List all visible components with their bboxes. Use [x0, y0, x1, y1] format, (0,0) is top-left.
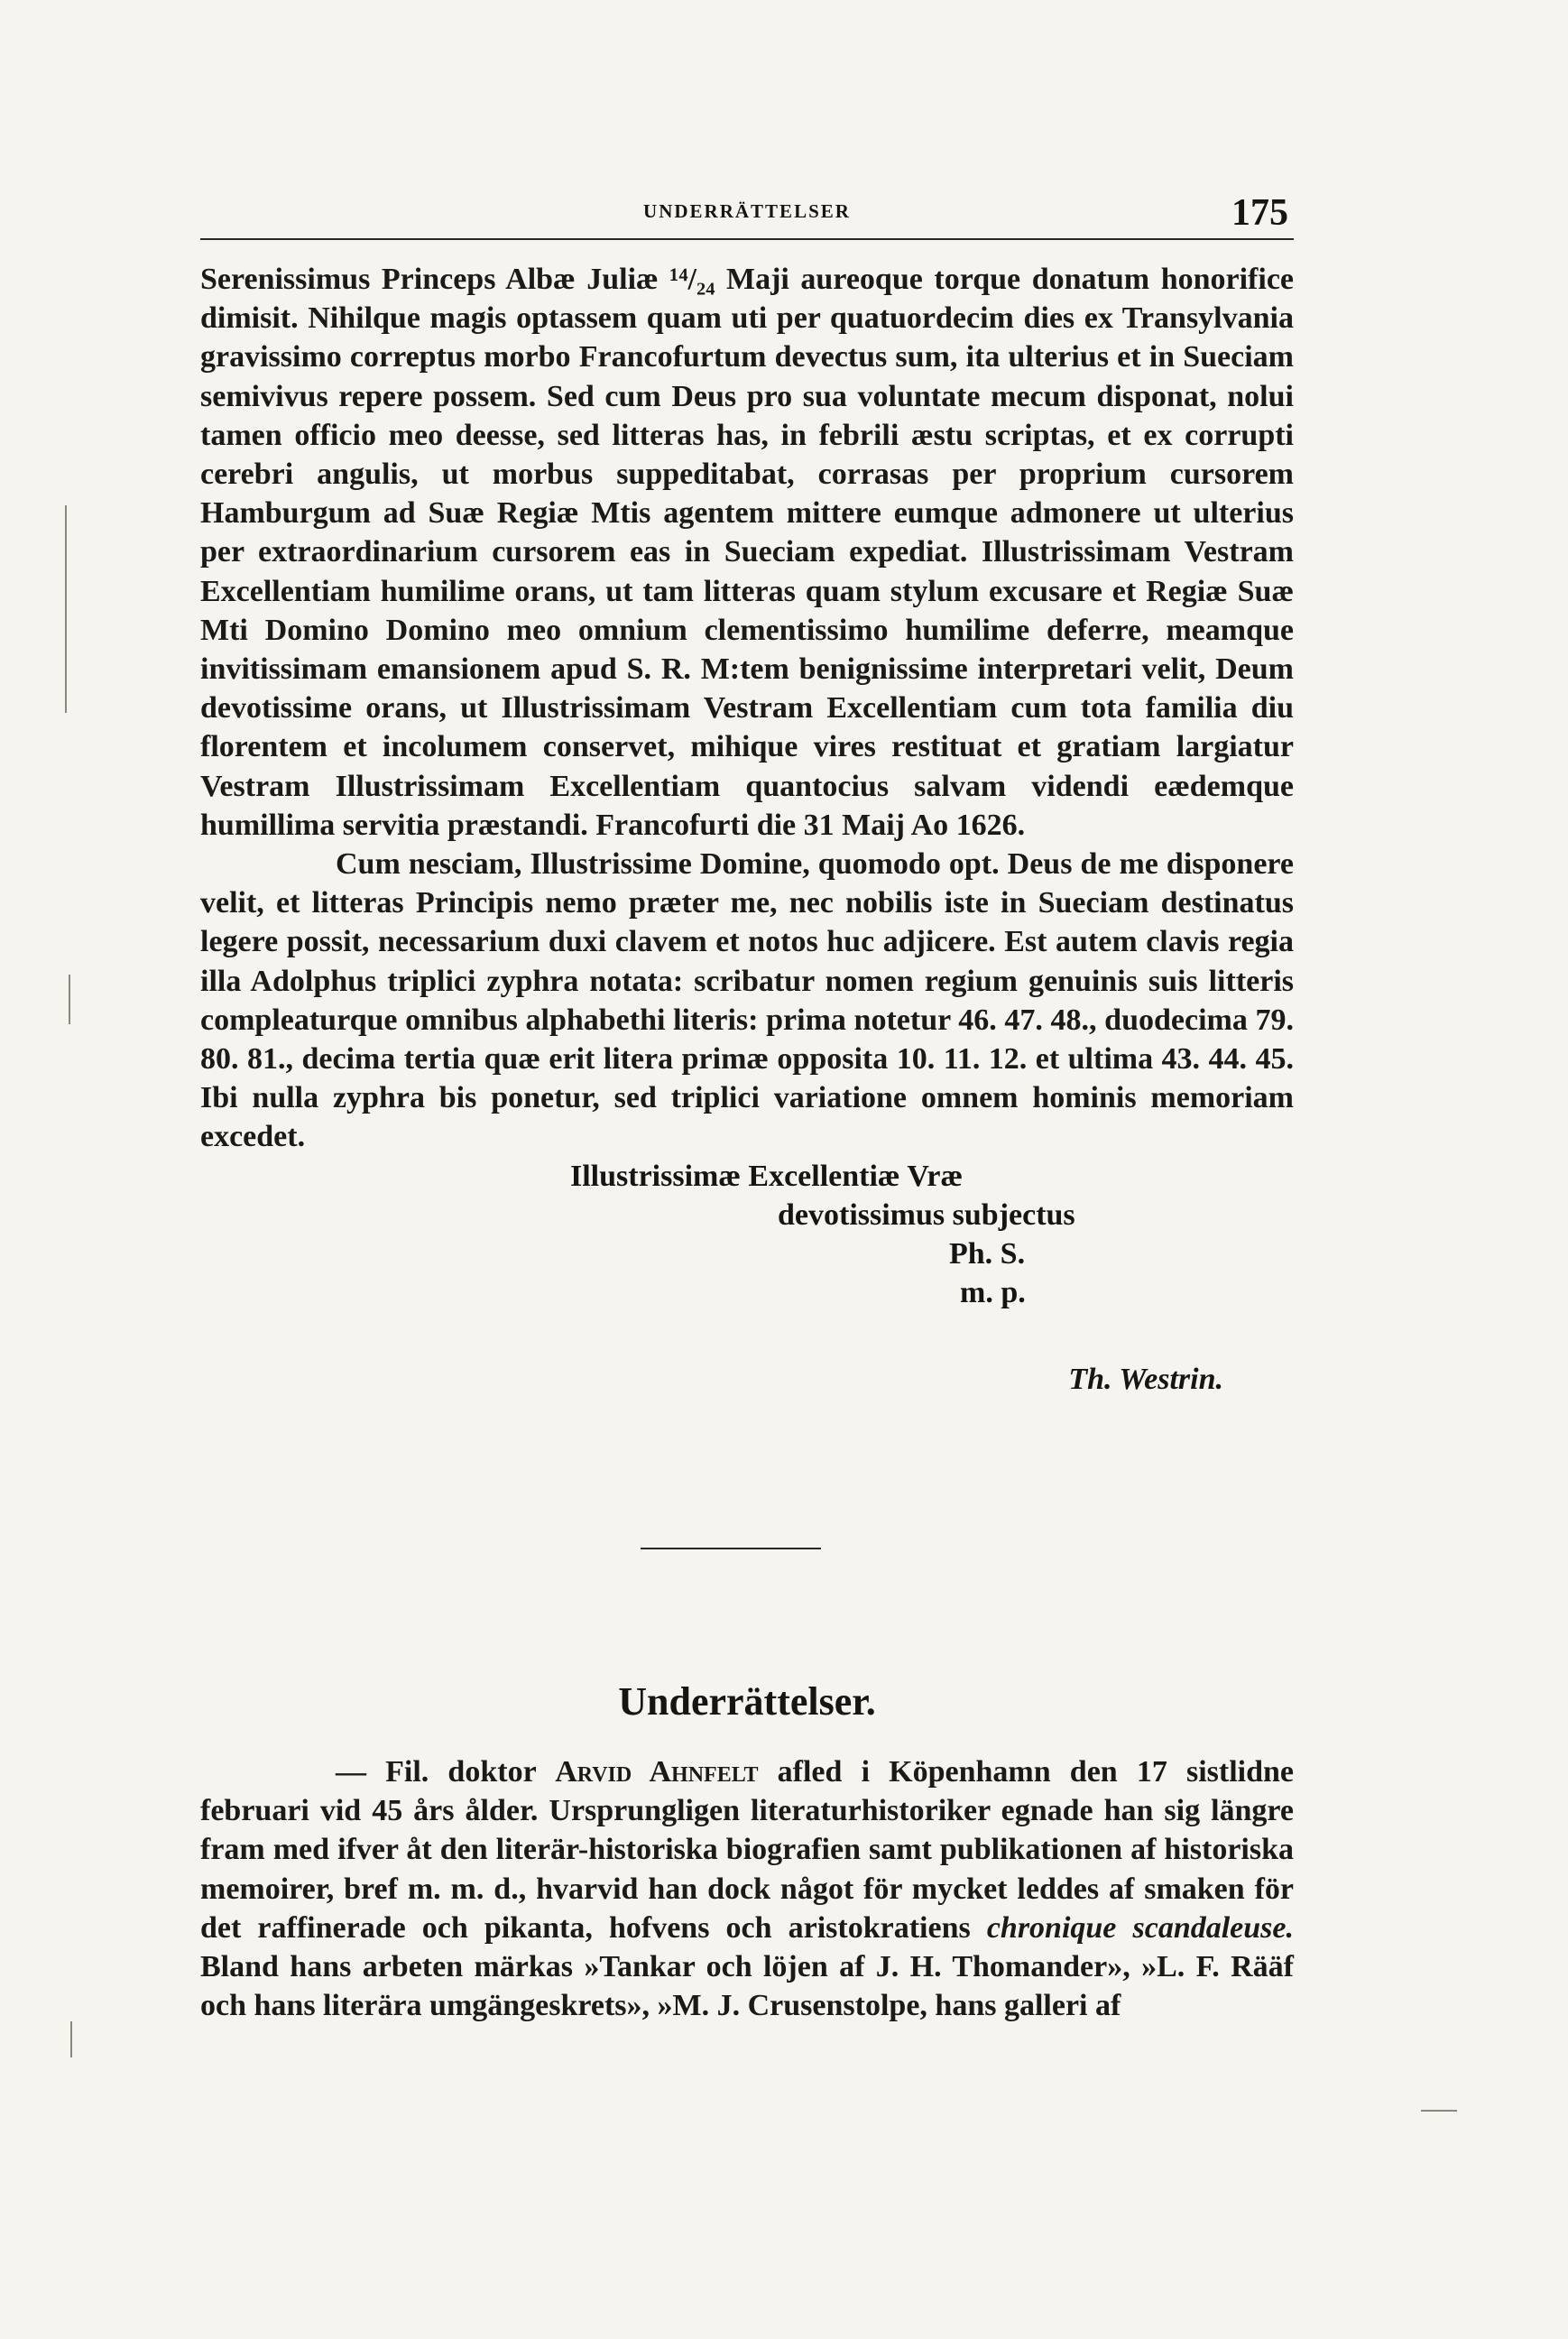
letter-paragraph-1: Serenissimus Princeps Albæ Juliæ ¹⁴/₂₄ Maji aureoque torque donatum honorifice dimisit. Nihilque magis optassem quam uti per quatuordecim dies ex Transylvania gravissimo correptus morbo Francofurtum devectus sum, ita ulterius et in Sueciam semivivus repere possem. Sed cum Deus pro sua voluntate mecum disponat, nolui tamen officio meo deesse, sed litteras has, in febrili æstu scriptas, et ex corrupti cerebri angulis, ut morbus suppeditabat, corrasas per proprium cursorem Hamburgum ad Suæ Regiæ Mtis agentem mittere eumque admonere ut ulterius per extraordinarium cursorem eas in Sueciam expediat. Illustrissimam Vestram Excellentiam humilime orans, ut tam litteras quam stylum excusare et Regiæ Suæ Mti Domino Domino meo omnium clementissimo humilime deferre, meamque invitissimam emansionem apud S. R. M:tem benignissime interpretari velit, Deum devotissime orans, ut Illustrissimam Vestram Excellentiam cum tota familia diu florentem et incolumem conservet, mihique vires restituat et gratiam largiatur Vestram Illustrissimam Excellentiam quantocius salvam videndi eædemque humillima servitia præstandi. Francofurti die 31 Maij Ao 1626.	[200, 263, 1294, 842]
entry-text-a: afled i Köpenhamn den 17 sistlidne februari vid 45 års ålder. Ursprungligen literaturhistoriker egnade han sig längre fram med ifver åt den literär-historiska biografien samt publikationen af historiska memoirer, bref m. m. d., hvarvid han dock något för mycket leddes af smaken för det raffinerade och pikanta, hofvens och aristokratiens	[200, 1755, 1294, 1945]
page-number: 175	[1231, 192, 1288, 234]
article-author: Th. Westrin.	[1068, 1363, 1223, 1397]
running-title: UNDERRÄTTELSER	[643, 200, 851, 222]
latin-letter	[200, 260, 1294, 1397]
margin-scan-mark	[69, 975, 70, 1024]
letter-paragraph-2: Cum nesciam, Illustrissime Domine, quomodo opt. Deus de me disponere velit, et litteras Principis nemo præter me, nec nobilis iste in Sueciam destinatus legere possit, necessarium duxi clavem et notos huc adjicere. Est autem clavis regia illa Adolphus triplici zyphra notata: scribatur nomen regium genuinis suis litteris compleaturque omnibus alphabethi literis: prima notetur 46. 47. 48., duodecima 79. 80. 81., decima tertia quæ erit litera primæ opposita 10. 11. 12. et ultima 43. 44. 45. Ibi nulla zyphra bis ponetur, sed triplici variatione omnem hominis memoriam excedet.	[200, 847, 1294, 1154]
section-heading: Underrättelser.	[618, 1679, 876, 1724]
news-section	[200, 1752, 1294, 2025]
entry-italic-phrase: chronique scandaleuse.	[986, 1910, 1294, 1945]
entry-text-b: Bland hans arbeten märkas »Tankar och löjen af J. H. Thomander», »L. F. Rääf och hans literära umgängeskrets», »M. J. Crusenstolpe, hans galleri af	[200, 1950, 1294, 2023]
running-head	[200, 191, 1294, 240]
signature-line-3: Ph. S.	[949, 1237, 1026, 1271]
margin-scan-mark	[1421, 2110, 1457, 2112]
entry-lead: — Fil. doktor	[336, 1755, 556, 1789]
news-entry	[200, 1752, 1294, 2025]
margin-scan-mark	[70, 2021, 72, 2057]
signature-line-1: Illustrissimæ Excellentiæ Vræ	[570, 1159, 964, 1193]
person-name: Arvid Ahnfelt	[555, 1755, 759, 1789]
signature-line-4: m. p.	[960, 1276, 1026, 1310]
letter-signature	[200, 1157, 1294, 1313]
margin-scan-mark	[65, 505, 67, 713]
signature-line-2: devotissimus subjectus	[778, 1197, 1075, 1232]
section-divider	[641, 1548, 821, 1549]
